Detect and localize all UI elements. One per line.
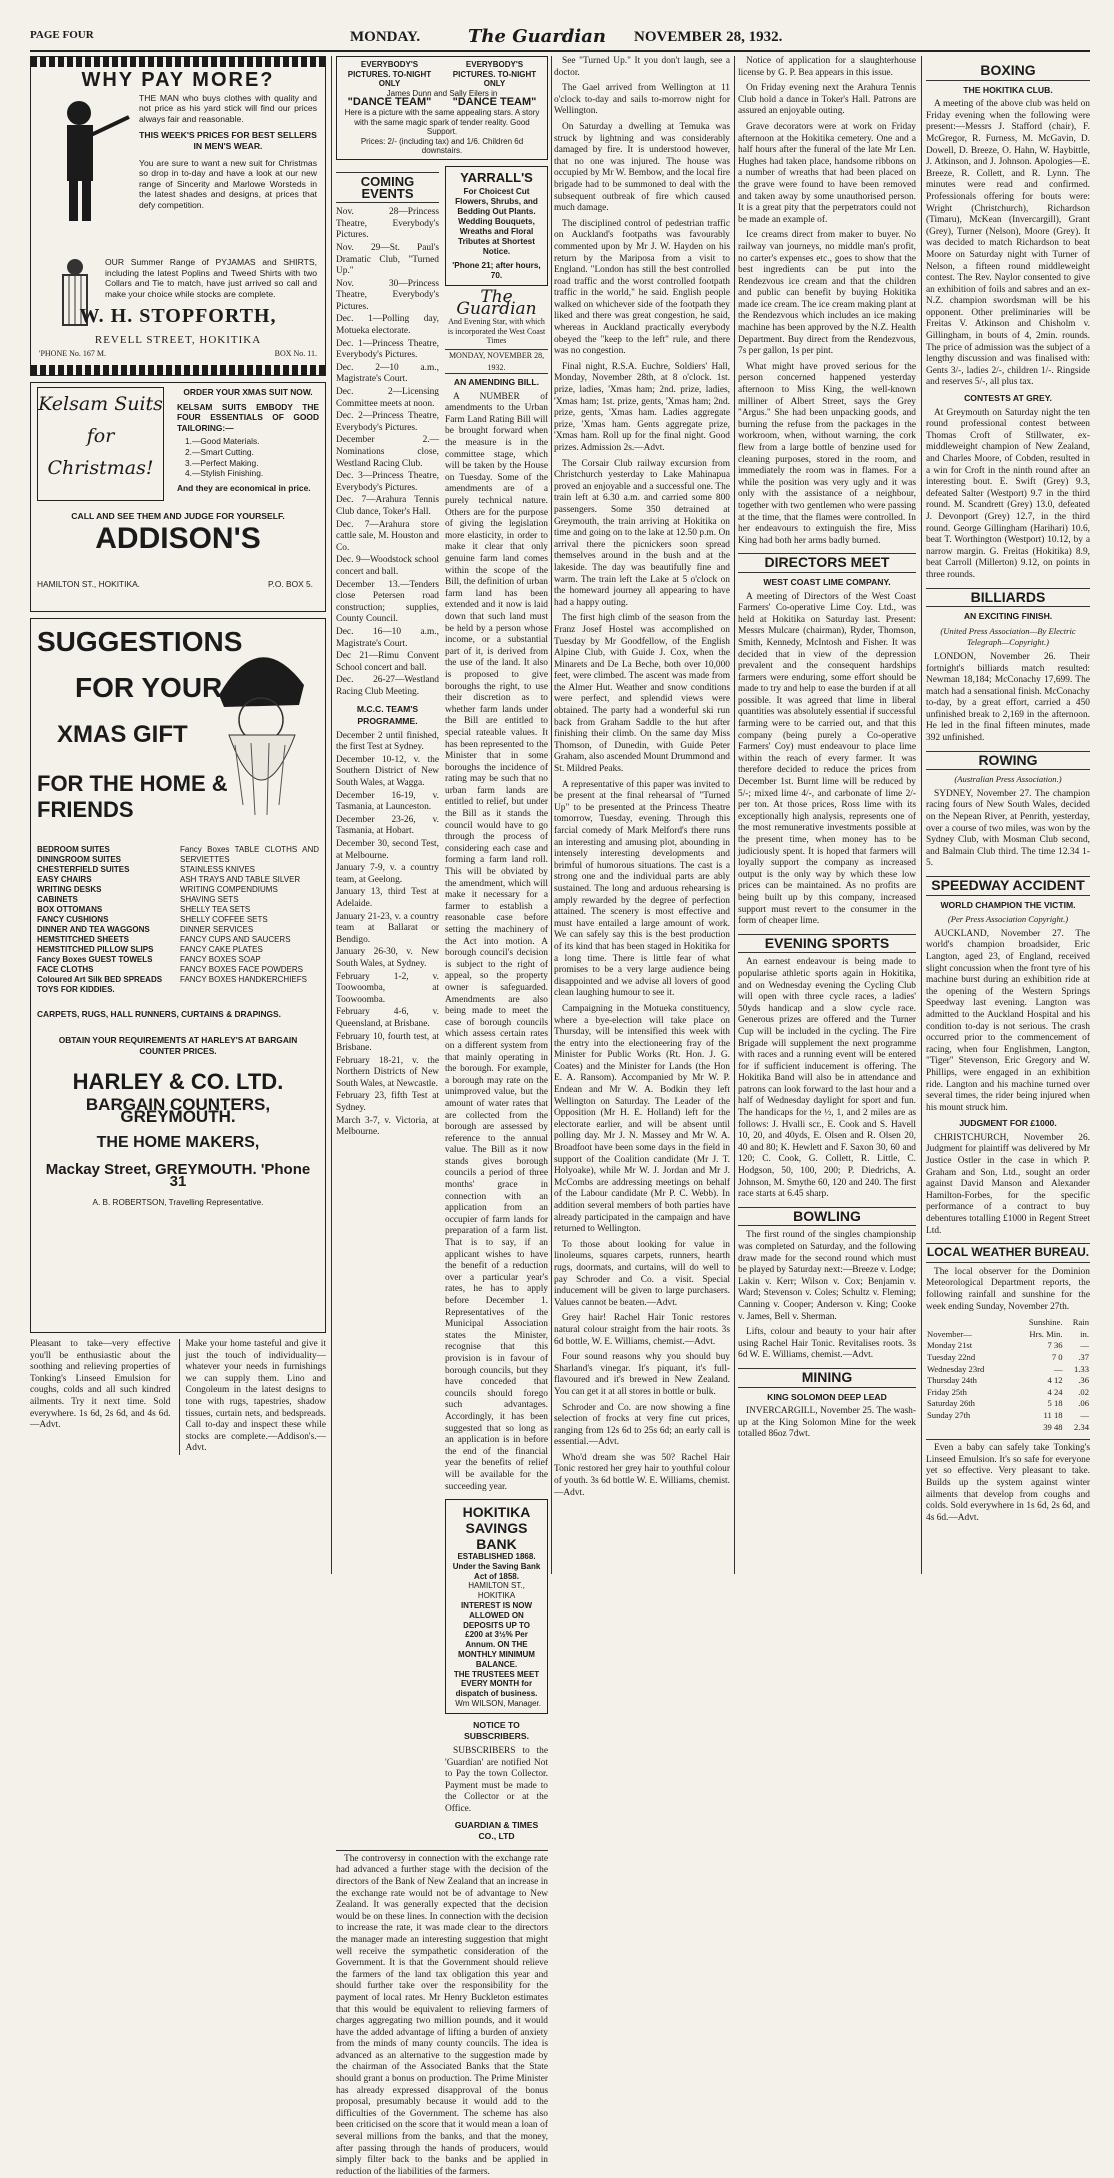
coming-events: [336, 166, 439, 1846]
fixture-item: February 4-6, v. Queensland, at Brisbane.: [336, 1007, 439, 1029]
gift-item: SHELLY TEA SETS: [180, 905, 251, 914]
event-item: Nov. 29—St. Paul's Dramatic Club, "Turned Up.": [336, 242, 439, 277]
fixture-item: February 1-2, v. Toowoomba, at Toowoomba.: [336, 971, 439, 1005]
ornamental-border: [31, 365, 325, 375]
column-rule: [921, 56, 922, 1574]
leader-text: A NUMBER of amendments to the Urban Farm Land Rating Bill will be brought forward when the measure is in the committee stage, which will be taken by the House on Tuesday. Some of the amendments are of a purely technical nature. Others are for the purpose of giving the legislation more elasticity, in order to make it clear that only genuine farm land comes within the scope of the Bill, the definition of urban farm land has been extended and it now is laid down that such land must be held by a person whose income, or a substantial part of it, is derived from the use of the land. It also is proposed to give boroughs the right, to use their discretion as to whether farm lands under the Bill are entitled to special rateable values. It has been represented to the Minister that in some boroughs the incidence of rating may be such that no urban farm lands are entitled to relief, but under the Bill as it stands the council would have to go through the process of considering each case and forming a farm land roll. This will be obviated by the amendment, which will make it necessary for a farmer to establish a reasonable case before setting the machinery of the Act into motion. A borough council's decision is subject to the right of appeal, so the property owner is safeguarded. Amendments are also being made to meet the case of borough councils which assess certain rates on a different system from that mainly operating in the borough. For example, a borough may rate on the unimproved value, but the amount of water rates that are collected from the borough are assessed by reference to the annual value. The Bill as it now stands gives borough councils a period of three months' grace in connection with an application from an occupier of farm lands for preparation of a farm list. That is to say, if an applicant wishes to have the benefit of a reduction over a particular year's rates, he has to apply before December 1. Representatives of the Municipal Association states the Minister, recognise that this provision is in favour of borough councils, but they have conceded that councils should forego such advantages. Accordingly, it has been suggested that so long as an application is in before the end of the financial year the benefits of relief will be available for the succeeding year.: [445, 391, 548, 1492]
article-text: LONDON, November 26. Their fortnight's billiards match resulted: Newman 18,184; McConachy 17,699. The match had a sensational finish. McConachy to-day, by a great effort, carried a 450 unfinished break to 2,169 in the afternoon. He led in the final fifteen minutes, made 392 unfinished.: [926, 651, 1090, 744]
ad-body: You are sure to want a new suit for Christmas so drop in to-day and have a look at our new range of Sincerity and Marlowe Worsteds in the latest shades and designs, at prices that defy competition.: [139, 157, 317, 210]
event-item: Dec. 2—Princess Theatre, Everybody's Pictures.: [336, 411, 439, 433]
column-5: [926, 56, 1090, 1576]
masthead-date: NOVEMBER 28, 1932.: [634, 29, 783, 45]
gift-list-left: [37, 845, 176, 995]
paragraph: See "Turned Up." It you don't laugh, see a doctor.: [554, 56, 730, 78]
gift-item: CHESTERFIELD SUITES: [37, 865, 130, 874]
section-heading: BOWLING: [738, 1207, 916, 1227]
gift-item: FACE CLOTHS: [37, 965, 94, 974]
list-item: 1.—Good Materials.: [185, 436, 260, 447]
notice-text: SUBSCRIBERS to the 'Guardian' are notified Not to Pay the town Collector. Payment must be made to the Collector or at the Office.: [445, 1746, 548, 1814]
paragraph: The first high climb of the season from the Franz Josef Hostel was accomplished on Tuesday by Mr Goodfellow, of the English Alpine Club, with Guide J. Cox, when the Minarets and De La Beche, both over 10,000 feet, were climbed. The ascent was made from the Almer Hut. Weather and snow conditions were perfect, and splendid views were obtained. The party had a wonderful ski run back from Graham Saddle to the hut after finishing their climb. On the same day Miss Thomson, of Dunedin, with Guide Peter Graham, also ascended Mount Drummond and St. Mildred Peaks.: [554, 613, 730, 775]
gift-item: FANCY CUPS AND SAUCERS: [180, 935, 291, 944]
column-rule: [331, 56, 332, 1574]
table-cell: November—: [927, 1328, 972, 1339]
gift-item: BOX OTTOMANS: [37, 905, 103, 914]
fixture-item: December 30, second Test, at Melbourne.: [336, 839, 439, 861]
ad-signature: Wm WILSON, Manager.: [455, 1699, 541, 1709]
script-heading: Kelsam Suits: [38, 393, 163, 415]
list-item: 4.—Stylish Finishing.: [185, 468, 264, 479]
table-cell: [926, 1422, 1012, 1434]
column-2: [336, 56, 548, 2177]
advertiser-name: HARLEY & CO. LTD.: [72, 1068, 284, 1094]
harley-headline: XMAS GIFT: [57, 721, 188, 748]
ad-body: CARPETS, RUGS, HALL RUNNERS, CURTAINS & DRAPINGS.: [37, 1009, 281, 1019]
column-4: [738, 56, 916, 1576]
event-item: Dec. 2—10 a.m., Magistrate's Court.: [336, 362, 439, 385]
paragraph: Four sound reasons why you should buy Sharland's vinegar. It's piquant, it's full-flavoured and it's brewed in New Zealand. You can get it at all stores in bottle or bulk.: [554, 1352, 730, 1397]
section-subheading: THE HOKITIKA CLUB.: [963, 84, 1053, 95]
event-item: Dec. 16—10 a.m., Magistrate's Court.: [336, 626, 439, 649]
classified-notice: Make your home tasteful and give it just the touch of individuality—whatever your needs in furnishings we can supply them. Lino and Congoleum in the latest designs to tone with rugs, tapestries, shadow tissues, curtain nets, and bedspreads. Call to-day and inspect these while stocks are complete.—Addison's.—Advt.: [179, 1339, 327, 1455]
advertiser-box: P.O. BOX 5.: [268, 579, 313, 589]
article-text: SYDNEY, November 27. The champion racing fours of New South Wales, decided on the Nepean River, at Penrith, yesterday, over a course of two miles, was won by the Sydney Club, with Mosman Club second, and Balmain Club third. The time 12.34 1-5.: [926, 788, 1090, 869]
gift-item: FANCY BOXES HANDKERCHIEFS: [180, 975, 307, 984]
event-item: Dec. 3—Princess Theatre, Everybody's Pictures.: [336, 471, 439, 493]
event-item: Dec. 7—Arahura store cattle sale, M. Houston and Co.: [336, 519, 439, 553]
advertiser-rep: A. B. ROBERTSON, Travelling Representative.: [92, 1198, 264, 1208]
table-row: [926, 1398, 1090, 1410]
gift-item: SHAVING SETS: [180, 895, 239, 904]
ad-body: HAMILTON ST., HOKITIKA: [468, 1581, 525, 1601]
paragraph: Grave decorators were at work on Friday afternoon at the Hokitika cemetery. One and a half hours after the funeral of the late Mr Len. Hughes had taken place, handsome ribbons on a number of wreaths that had been placed on the grave were found to have been removed and taken away by some unauthorised person. It is a great pity that the perpetrators could not be made an example of.: [738, 121, 916, 225]
leader-title: AN AMENDING BILL.: [453, 377, 540, 388]
savings-bank-ad: [445, 1499, 548, 1714]
santa-claus-illustration: [199, 625, 319, 825]
event-item: Dec 21—Rimu Convent School concert and ball.: [336, 651, 439, 673]
film-title: "DANCE TEAM": [347, 96, 432, 109]
table-row: [926, 1340, 1090, 1352]
table-cell: 4 12: [1047, 1375, 1063, 1386]
ad-body: For Choicest Cut Flowers, Shrubs, and Bedding Out Plants. Wedding Bouquets, Wreaths and Floral Tributes at Shortest Notice.: [455, 186, 538, 256]
table-row: [926, 1387, 1090, 1399]
paragraph: The Gael arrived from Wellington at 11 o'clock to-day and sails to-morrow night for Wellington.: [554, 83, 730, 117]
paragraph: Final night, R.S.A. Euchre, Soldiers' Hall, Monday, November 28th, at 8 o'clock. 1st. prize, ladies, 'Xmas ham; 2nd. prize, ladies, 'Xmas ham; 1st. prize, gents, 'Xmas ham; 2nd. prize, gents, 'Xmas ham. Ladies aggregate prize, 'Xmas ham. Gents aggregate prize, 'Xmas ham. Roll up for the final night. Good prizes. Admission 2s.—Advt.: [554, 361, 730, 453]
table-cell: Saturday 26th: [927, 1398, 975, 1409]
table-cell: in.: [1080, 1328, 1089, 1339]
advertiser-tagline: THE HOME MAKERS,: [96, 1133, 260, 1151]
event-item: December 2.—Nominations close, Westland Racing Club.: [336, 435, 439, 469]
gift-item: BEDROOM SUITES: [37, 845, 110, 854]
events-list: [336, 207, 439, 698]
gift-lists: [37, 845, 319, 995]
paragraph: Who'd dream she was 50? Rachel Hair Tonic restored her grey hair to youthful colour of youth. 3s 6d bottle W. E. Williams, chemist.—Advt.: [554, 1452, 730, 1498]
table-row: [926, 1329, 1090, 1341]
section-heading: DIRECTORS MEET: [738, 553, 916, 573]
film-title: "DANCE TEAM": [452, 96, 537, 109]
section-subheading: AN EXCITING FINISH.: [963, 611, 1053, 622]
table-row: [926, 1375, 1090, 1387]
section-heading: SPEEDWAY ACCIDENT: [926, 876, 1090, 896]
guardian-subtitle: And Evening Star, with which is incorporated the West Coast Times: [447, 317, 546, 346]
table-cell: 1.33: [1073, 1363, 1089, 1374]
ad-subhead: ORDER YOUR XMAS SUIT NOW.: [183, 387, 313, 397]
column-rule: [734, 56, 735, 1574]
article-text: CHRISTCHURCH, November 26. Judgment for plaintiff was delivered by Mr Justice Ostler in the case in which P. Graham and Son, Ltd., sought an order against David Manson and Alexander Hamilton-Forbes, for the specific performance of a contract to buy debentures totalling £1000 in Regent Street Ltd.: [926, 1132, 1090, 1236]
section-heading: MINING: [738, 1368, 916, 1388]
advertiser-name: ADDISON'S: [95, 522, 261, 555]
table-cell: Tuesday 22nd: [927, 1351, 976, 1362]
fixture-item: February 18-21, v. the Northern Districts of New South Wales, at Newcastle.: [336, 1055, 439, 1089]
article-text: At Greymouth on Saturday night the ten round professional contest between Thomas Croft of Stillwater, ex-middleweight champion of New Zealand, and Charles Moore, of Cobden, resulted in a win for Croft in the ninth round after an interesting bout. E. Swift (Grey) 9.3, defeated Salter (Westport) 9.7 in the third round. M. Scandrett (Grey) 13.0, defeated J. Devonport (Grey) 12.7, in the third round. George Gillingham (Harihari) 10.6, beat T. Worthington (Westport) 10.12, by a narrow margin. G. Freitas (Hokitika) 8.9, beat Carroll (Millerton) 9.12, on points in three rounds.: [926, 407, 1090, 580]
event-item: Dec. 26-27—Westland Racing Club Meeting.: [336, 675, 439, 697]
gift-item: DININGROOM SUITES: [37, 855, 122, 864]
fixture-item: March 3-7, v. Victoria, at Melbourne.: [336, 1115, 439, 1138]
article-text: AUCKLAND, November 27. The world's champion broadsider, Eric Langton, aged 23, of England, received slight concussion when the front tyre of his machine burst during an exhibition ride at the opening of the Western Springs Speedway last evening. Langton was admitted to the Auckland Hospital and his condition to-day is not serious. The crash occurred prior to the commencement of racing, when four Englishmen, Langton, "Tiger" Stevenson, Eric Gregory and W. Phillips, were engaged in an exhibition ride. Langton and his machine turned over several times, the rider being injured when his mount struck him.: [926, 928, 1090, 1113]
table-cell: Sunshine.: [1028, 1317, 1063, 1328]
ad-body: £200 at 3½% Per Annum. ON THE MONTHLY MINIMUM BALANCE.: [458, 1630, 535, 1669]
masthead-title: The Guardian: [468, 26, 606, 47]
table-cell: 11 18: [1043, 1409, 1063, 1420]
page-number: PAGE FOUR: [30, 29, 94, 41]
article-text: Lifts, colour and beauty to your hair after using Rachel Hair Tonic. Revitalises roots. 3s 6d W. E. Williams, chemist.—Advt.: [738, 1327, 916, 1361]
advertiser-name: HOKITIKA SAVINGS BANK: [462, 1504, 531, 1553]
gift-item: FANCY BOXES FACE POWDERS: [180, 965, 303, 974]
addison-ad: [30, 382, 326, 612]
ad-subhead: THIS WEEK'S PRICES FOR BEST SELLERS IN MEN'S WEAR.: [139, 130, 317, 151]
table-cell: —: [1080, 1340, 1089, 1351]
paragraph: The disciplined control of pedestrian traffic on Auckland's footpaths was favourably commented upon by Mr J. W. Hayden on his return by the Mariposa from a visit to England. "London has still the best controlled road traffic and the worst controlled footpath traffic in the world," he said. English people walked on whichever side of the footpath they liked and there was great congestion, he said, whereas in Auckland practically everybody obeyed the "keep to the left" rule, and there was no congestion.: [554, 218, 730, 357]
advertiser-address: Mackay Street, GREYMOUTH. 'Phone 31: [45, 1161, 311, 1190]
table-row: [926, 1317, 1090, 1329]
table-cell: Friday 25th: [927, 1386, 967, 1397]
ad-body: THE MAN who buys clothes with quality and not price as his yard stick will find our prices always fair and reasonable.: [139, 92, 317, 124]
gift-item: HEMSTITCHED PILLOW SLIPS: [37, 945, 154, 954]
guardian-logo: The Guardian: [456, 286, 537, 319]
gift-item: STAINLESS KNIVES: [180, 865, 255, 874]
paragraph: Notice of application for a slaughterhouse license by G. P. Bea appears in this issue.: [738, 56, 916, 78]
table-cell: 7 0: [1051, 1351, 1063, 1362]
table-cell: Monday 21st: [927, 1340, 973, 1351]
list-item: 3.—Perfect Making.: [185, 457, 259, 468]
table-cell: .02: [1078, 1386, 1089, 1397]
paragraph: The Corsair Club railway excursion from Christchurch yesterday to Lake Mahinapua proved an enjoyable and a successful one. The train left at 6.30 a.m. and carried some 800 passengers. Some 350 detrained at Greymouth, the train arriving at Hokitika on time and going on to the lake at 12.50 p.m. On arrival there the picnickers soon spread themselves around in the bush and at the lakeside. The day was beautifully fine and warm. The train left the Lake at 5 o'clock on the homeward journey all appearing to have had a happy outing.: [554, 458, 730, 608]
gift-item: CABINETS: [37, 895, 78, 904]
script-heading: Christmas!: [47, 457, 154, 479]
event-item: Nov. 28—Princess Theatre, Everybody's Pictures.: [336, 207, 439, 241]
article-text: An earnest endeavour is being made to popularise athletic sports again in Hokitika, and on Wednesday evening the Cycling Club will open with three cycle races, a ladies' 50yds handicap and a slow cycle race. Generous prizes are offered and the Turner Cup will be included in the cycling. The Fire Brigade will supplement the next programme with races and a running event will be entered for if sufficient inducement is offering. The Hokitika Band will also be in attendance and patrons can look forward to the last hour and a half of Wednesday daylight for sport and fun. The handicaps for the ½, 1, and 2 miles are as follows: J. Hvalli scr., E. Cook and S. Havell 10, 20, and 40yds, E. Olsen and R. Olsen 20, 40 and 80; K. Hewlett and F. Saxon 30, 60 and 120; C. Cook, G. Collett, R. Little, C. Hodgson, 50, 100, 200; P. Diedrichs, A. Johnson, M. Smythe 60, 120 and 240. The first race starts at 6.45 sharp.: [738, 957, 916, 1200]
pictures-ad: [336, 56, 548, 160]
table-cell: Hrs. Min.: [1029, 1328, 1063, 1339]
leader-date: MONDAY, NOVEMBER 28, 1932.: [445, 349, 548, 374]
advertiser-street: REVELL STREET, HOKITIKA: [94, 334, 262, 346]
list-item: 2.—Smart Cutting.: [185, 446, 254, 457]
fixture-item: January 13, third Test at Adelaide.: [336, 887, 439, 909]
table-cell: .37: [1078, 1351, 1089, 1362]
event-item: Dec. 2—Licensing Committee meets at noon.: [336, 387, 439, 409]
ad-body: Here is a picture with the same appealing stars. A story with the same magic spark of tender reality. Good Support.: [344, 107, 540, 137]
ad-body: OBTAIN YOUR REQUIREMENTS AT HARLEY'S AT BARGAIN COUNTER PRICES.: [58, 1034, 298, 1057]
masthead-day: MONDAY.: [350, 29, 421, 45]
table-cell: —: [1053, 1363, 1063, 1374]
table-cell: 39 48: [1043, 1421, 1063, 1432]
table-cell: .36: [1078, 1375, 1089, 1386]
section-heading: BOXING: [926, 62, 1090, 81]
section-heading: COMING EVENTS: [336, 172, 439, 203]
ad-body: KELSAM SUITS EMBODY THE FOUR ESSENTIALS OF GOOD TAILORING:—: [177, 401, 319, 433]
stopforth-ad: [30, 56, 326, 376]
table-cell: 7 36: [1047, 1340, 1063, 1351]
table-cell: 4 24: [1047, 1386, 1063, 1397]
paragraph: What might have proved serious for the person concerned happened yesterday afternoon to Miss King, the well-known milliner of Albert Street, says the Grey "Argus." She had been unpacking goods, and burning the refuse from the packages in the workroom, when, without warning, the cork flew from a large bottle of benzine used for cleaning purposes, stored in the room, and immediately the room was in flames. For a while the position was very ugly and it was only with the assistance of a neighbour, together with two gentlemen who were passing at the time, that the flames were controlled. In her endeavours to extinguish the fire, Miss King had both her arms badly burned.: [738, 361, 916, 546]
table-cell: 5 18: [1047, 1398, 1063, 1409]
masthead: [30, 28, 1090, 52]
press-credit: (Per Press Association Copyright.): [947, 914, 1069, 925]
table-cell: Wednesday 23rd: [927, 1363, 985, 1374]
table-cell: —: [1080, 1409, 1089, 1420]
advertiser-name: YARRALL'S: [460, 169, 533, 185]
advertiser-name: W. H. STOPFORTH,: [79, 305, 277, 327]
paragraph: A representative of this paper was invited to be present at the final rehearsal of "Turned Up" to be presented at the Princess Theatre tomorrow, Tuesday, evening. Through this farcial comedy of Mark Melford's there runs an interesting and amusing plot, abounding in intensely interesting developments and brimful of humorous situations. The cast is a strong one and the individual parts are ably sustained. The long and arduous rehearsing is amply rewarded by the degree of perfection attained. The scenery is most effective and must have entailed a large amount of work. We can safely say this is the best production of its kind that has been staged in Hokitika for a long time. There is little fear of what promises to be a very large audience being disappointed and we advise all lovers of good clean laughing humour to see it.: [554, 779, 730, 999]
ad-headline: WHY PAY MORE?: [81, 69, 275, 91]
fixture-item: December 2 until finished, the first Test at Sydney.: [336, 730, 439, 753]
paragraph: On Saturday a dwelling at Temuka was struck by lightning and was considerably damaged by fire. It is understood however, that no one was injured. The house was occupied by Mr W. Bembow, and the local fire brigade had to be summoned to deal with the subsequent outbreak of fire which caused much damage.: [554, 121, 730, 214]
advertiser-tagline: BARGAIN COUNTERS, GREYMOUTH.: [85, 1095, 271, 1126]
gift-item: WRITING DESKS: [37, 885, 102, 894]
gift-item: DINNER AND TEA WAGGONS: [37, 925, 150, 934]
press-credit: (United Press Association—By Electric Telegraph—Copyright.): [940, 625, 1076, 648]
notice-signature: GUARDIAN & TIMES CO., LTD: [454, 1819, 539, 1842]
man-pointing-illustration: [39, 95, 131, 225]
gift-item: EASY CHAIRS: [37, 875, 92, 884]
event-item: Dec. 1—Polling day, Motueka electorate.: [336, 314, 439, 337]
gift-item: WRITING COMPENDIUMS: [180, 885, 278, 894]
ad-body: 'Phone 21; after hours, 70.: [452, 260, 541, 280]
article-text: A meeting of the above club was held on Friday evening when the following were present:—Messrs J. Stafford (chair), F. McGregor, R. Furness, M. McGavin, D. Dowell, D. Breeze, O. Hahn, W. Haybittle, J. Atkinson, and J. Johnson. Apologies—E. Breeze, R. Collett, and R. Lynn. The minutes were read and confirmed. Professionals offering for bouts were: Wright (Christchurch), Richardson (Timaru), McKean (Invercargill), Grant (Grey), Turner (Nelson), Moore (Grey). It was decided to match Richardson to beat Moore on Saturday night with Turner of Nelson, a fifteen round middleweight contest. The Rev. Naylor consented to give an exhibition of foils and sabres and an ex-N.Z. champion swordsman will be his opponent. Other preliminaries will be Freitas V. Atkinson and Chisholm v. Gillingham, in bouts of 4, 2min. rounds. The price of admission was the subject of a lengthy discussion and was finalised with: Gents 3/-, ladies 2/-, children 1/-. Ringside and reserves 5/-, all plus tax.: [926, 99, 1090, 388]
ad-callout: CALL AND SEE THEM AND JUDGE FOR YOURSELF.: [71, 511, 285, 521]
column-rule: [551, 56, 552, 1574]
table-cell: Sunday 27th: [927, 1409, 971, 1420]
gift-item: Fancy Boxes TABLE CLOTHS AND SERVIETTES: [180, 845, 319, 864]
leader-text: The controversy in connection with the exchange rate had advanced a further stage with the decision of the directors of the Bank of New Zealand that an increase in the exchange rate would not be of advantage to New Zealand. It was generally expected that the decision would be on these lines. In connection with the decision to increase the rate, it was made clear to the directors the manager made an interesting suggestion that might well receive the sympathetic consideration of the Government. It is that the Government should relieve the farmers of the land tax obligation this year and should further take over the responsibility for the payment of local rates. Mr Henry Buckleton estimates that this would be equivalent to relieving farmers of charges aggregating two million pounds, and it would have the added advantage of lifting a burden of anxiety from the minds of many county councils. The idea is advanced as an alternative to the suggestion made by the chairman of the Associated Banks that the State should grant a bonus on production. The Prime Minister has already expressed disapproval of the bonus proposal, presumably because it would add to the difficulties of the Government. The scheme has also been criticised on the score that it would mean a loan of several millions from the banks, and that the money, after passing through the hands of producers, would simply filter back to the banks and be applied in reduction of the liabilities of the farmers.: [336, 1853, 548, 2177]
fixture-item: December 10-12, v. the Southern District of New South Wales, at Wagga.: [336, 754, 439, 789]
ad-body: ESTABLISHED 1868.: [457, 1552, 536, 1562]
section-heading: ROWING: [926, 751, 1090, 771]
table-cell: Rain: [1072, 1317, 1089, 1328]
yarrall-ad: [445, 166, 548, 286]
section-heading: LOCAL WEATHER BUREAU.: [926, 1243, 1090, 1263]
gift-list-right: [180, 845, 319, 995]
article-text: The local observer for the Dominion Meteorological Department reports, the following rainfall and sunshine for the week ending Sunday, November 27th.: [926, 1266, 1090, 1312]
paragraph: Ice creams direct from maker to buyer. No railway van journeys, no middle man's profit, no carter's expenses etc., goes to show that the best ingredients can be put into the Rendezvous ice cream and that the children and public can benefit by buying Hokitika made ice cream. The ice cream making plant at the Rendezvous which includes an ice making machine has been approved by the N.Z. Health Department. Buy direct from the Rendezvous, 7s per gallon, 1s per pint.: [738, 230, 916, 357]
paragraph: Grey hair! Rachel Hair Tonic restores natural colour straight from the hair roots. 3s 6d bottle, W. E. Williams, chemist.—Advt.: [554, 1313, 730, 1347]
ornamental-border: [31, 57, 325, 67]
harley-headline: SUGGESTIONS: [37, 626, 243, 657]
event-item: Nov. 30—Princess Theatre, Everybody's Pictures.: [336, 278, 439, 312]
table-row: [926, 1410, 1090, 1422]
ad-body: Under the Saving Bank Act of 1858.: [452, 1561, 541, 1581]
advertiser-box: BOX No. 11.: [274, 349, 317, 358]
section-subheading: JUDGMENT FOR £1000.: [959, 1118, 1057, 1129]
press-credit: (Australian Press Association.): [954, 774, 1062, 785]
paragraph: On Friday evening next the Arahura Tennis Club hold a dance in Toker's Hall. Patrons are assured an enjoyable outing.: [738, 83, 916, 117]
gift-item: DINNER SERVICES: [180, 925, 254, 934]
section-heading: BILLIARDS: [926, 588, 1090, 608]
event-item: Dec. 7—Arahura Tennis Club dance, Toker's Hall.: [336, 495, 439, 517]
section-subheading: WORLD CHAMPION THE VICTIM.: [940, 899, 1076, 910]
ad-body: And they are economical in price.: [177, 482, 311, 493]
classified-notice: Pleasant to take—very effective you'll be enthusiastic about the soothing and relieving properties of Tonking's Linseed Emulsion for coughs, colds and all such kindred ailments. Try it next time. Sold everywhere. 1s 6d, 2s 6d, and 4s 6d. —Advt.: [30, 1339, 171, 1431]
section-subheading: CONTESTS AT GREY.: [964, 393, 1052, 404]
table-row: [926, 1364, 1090, 1376]
event-item: Dec. 9—Woodstock school concert and ball.: [336, 555, 439, 577]
section-subheading: WEST COAST LIME COMPANY.: [763, 576, 891, 587]
paragraph: Campaigning in the Motueka constituency, where a bye-election will take place on Thursday, will be intensified this week with the entry into the electioneering fray of the Minister for Public Works (Rt. Hon. J. G. Coates) and the Minister for Lands (the Hon E. A. Ransom). Accompanied by Mr W. P. Endean and Mr W. A. Bodkin they left Wellington on Saturday. The Leader of the Opposition (Mr H. E. Holland) left for the electorate earlier, and will be absent until polling day. Mr J. N. Massey and Mr W. A. Broadfoot have been some days in the field in support of the Coalition candidate (Mr J. T. Holyoake), while Mr W. J. Jordan and Mr J. McCombs are addressing meetings on behalf of the Labour candidate (Mr P. C. Webb). In addition several members of both parties have already participated in the campaign and have returned to Wellington.: [554, 1003, 730, 1235]
table-row: [926, 1352, 1090, 1364]
article-text: INVERCARGILL, November 25. The wash-up at the King Solomon Mine for the week totalled 86oz 7dwt.: [738, 1406, 916, 1440]
gift-item: TOYS FOR KIDDIES.: [37, 985, 115, 994]
article-text: The first round of the singles championship was completed on Saturday, and the following draw made for the second round which must be played by Saturday next:—Breeze v. Lodge; Lakin v. Kerr; Wilson v. Cox; Benjamin v. Ward; Stevenson v. Coles; Schultz v. Fleming; Canning v. Cooper; Anderson v. King; Cooke v. James, Bell v. Sherman.: [738, 1230, 916, 1322]
gift-item: HEMSTITCHED SHEETS: [37, 935, 130, 944]
ad-body: Prices: 2/- (including tax) and 1/6. Children 6d downstairs.: [360, 136, 524, 156]
table-cell: 2.34: [1073, 1421, 1089, 1432]
fixture-item: January 7-9, v. a country team, at Geelong.: [336, 863, 439, 885]
ad-body: INTEREST IS NOW ALLOWED ON DEPOSITS UP TO: [460, 1601, 533, 1630]
section-heading: M.C.C. TEAM'S PROGRAMME.: [356, 704, 419, 727]
right-subcolumn: [445, 166, 548, 1846]
fixture-item: January 21-23, v. a country team at Ballarat or Bendigo.: [336, 911, 439, 945]
paragraph: Schroder and Co. are now showing a fine selection of frocks at very fine cut prices, ranging from 12s 6d to 25s 6d; an early call is essential.—Advt.: [554, 1402, 730, 1448]
gift-item: FANCY CUSHIONS: [37, 915, 109, 924]
gift-item: Coloured Art Silk BED SPREADS: [37, 975, 163, 984]
fixture-item: February 23, fifth Test at Sydney.: [336, 1091, 439, 1114]
harley-headline: FOR YOUR: [75, 672, 223, 703]
paragraph: To those about looking for value in linoleums, squares carpets, runners, hearth rugs, doormats, and curtains, will do well to pay Schroder and Co. a visit. Special inducement will be given to large purchasers. Values cannot be beaten.—Advt.: [554, 1239, 730, 1308]
table-row: [926, 1422, 1090, 1434]
article-text: A meeting of Directors of the West Coast Farmers' Co-operative Lime Coy. Ltd., was held at Hokitika on Saturday last. Present: Messrs Mulcare (chairman), Ryder, Thomson, Smith, Kennedy, McIntosh and Fisher. It was decided that in view of the depression prevalent and the consequent hardships farmers were enduring, some effort should be made to try and help to ease the burden if at all possible. It was agreed that lime in liberal quantities was absolutely essential if successful farming were to be carried out, and that this company (being purely a Co-operative Farmers' Coy) must endeavour to place lime within the reach of every farmer. It was therefore decided to reduce the prices from December 1st. Burnt lime will be reduced by 5/-; mixed lime 4/-, and carbonate of lime 2/- per ton. At those prices, Ross lime with its exceptionally high analysis, represents one of the most remunerative investments possible at the present time, when money has to be judiciously spent. It is hoped that farmers will loyally support the company as increased output is the only way by which these low prices can be maintained. As no profits are being built up by this company, increased support must revert to the consumer in the form of cheaper lime.: [738, 591, 916, 927]
gift-item: FANCY BOXES SOAP: [180, 955, 261, 964]
event-item: December 13.—Tenders close Petersen road construction; supplies, County Council.: [336, 579, 439, 625]
section-heading: NOTICE TO SUBSCRIBERS.: [464, 1719, 529, 1742]
weather-table: [926, 1317, 1090, 1433]
advertiser-address: HAMILTON ST., HOKITIKA.: [37, 579, 140, 589]
event-item: Dec. 1—Princess Theatre, Everybody's Pictures.: [336, 338, 439, 361]
ad-body: OUR Summer Range of PYJAMAS and SHIRTS, including the latest Poplins and Tweed Shirts with two Collars and Tie to match, have just arrived so call and make your choice while stocks are complete.: [105, 257, 317, 299]
gift-item: ASH TRAYS AND TABLE SILVER: [180, 875, 301, 884]
script-heading: for: [86, 425, 115, 447]
harley-headline: FOR THE HOME & FRIENDS: [37, 771, 228, 822]
table-cell: [926, 1317, 1012, 1329]
article-text: Even a baby can safely take Tonking's Linseed Emulsion. It's so safe for everyone yet so effective. Very pleasant to take. Builds up the system against winter ailments that develop from coughs and colds. Sold everywhere in 1s 6d, 2s 6d, and 4s 6d.—Advt.: [926, 1439, 1090, 1524]
column-3: [554, 56, 730, 1576]
fixture-item: February 10, fourth test, at Brisbane.: [336, 1031, 439, 1054]
gift-item: SHELLY COFFEE SETS: [180, 915, 268, 924]
ad-subhead: EVERYBODY'S PICTURES. TO-NIGHT ONLY: [452, 60, 537, 89]
fixture-item: January 26-30, v. New South Wales, at Sydney.: [336, 947, 439, 969]
column-1: [30, 56, 326, 1576]
advertiser-phone: 'PHONE No. 167 M.: [39, 349, 106, 358]
fixture-item: December 16-19, v. Tasmania, at Launceston.: [336, 790, 439, 813]
fixtures-list: [336, 731, 439, 1139]
fixture-item: December 23-26, v. Tasmania, at Hobart.: [336, 814, 439, 837]
ad-body: James Dunn and Sally Eilers in: [386, 88, 498, 98]
gift-item: Fancy Boxes GUEST TOWELS: [37, 955, 153, 964]
gift-item: FANCY CAKE PLATES: [180, 945, 263, 954]
harley-ad: [30, 618, 326, 1333]
table-cell: .06: [1078, 1398, 1089, 1409]
ad-body: THE TRUSTEES MEET EVERY MONTH for dispatch of business.: [453, 1669, 540, 1699]
table-cell: Thursday 24th: [927, 1375, 977, 1386]
ad-subhead: EVERYBODY'S PICTURES. TO-NIGHT ONLY: [347, 60, 432, 89]
section-heading: EVENING SPORTS: [738, 934, 916, 954]
section-subheading: KING SOLOMON DEEP LEAD: [767, 1391, 887, 1402]
